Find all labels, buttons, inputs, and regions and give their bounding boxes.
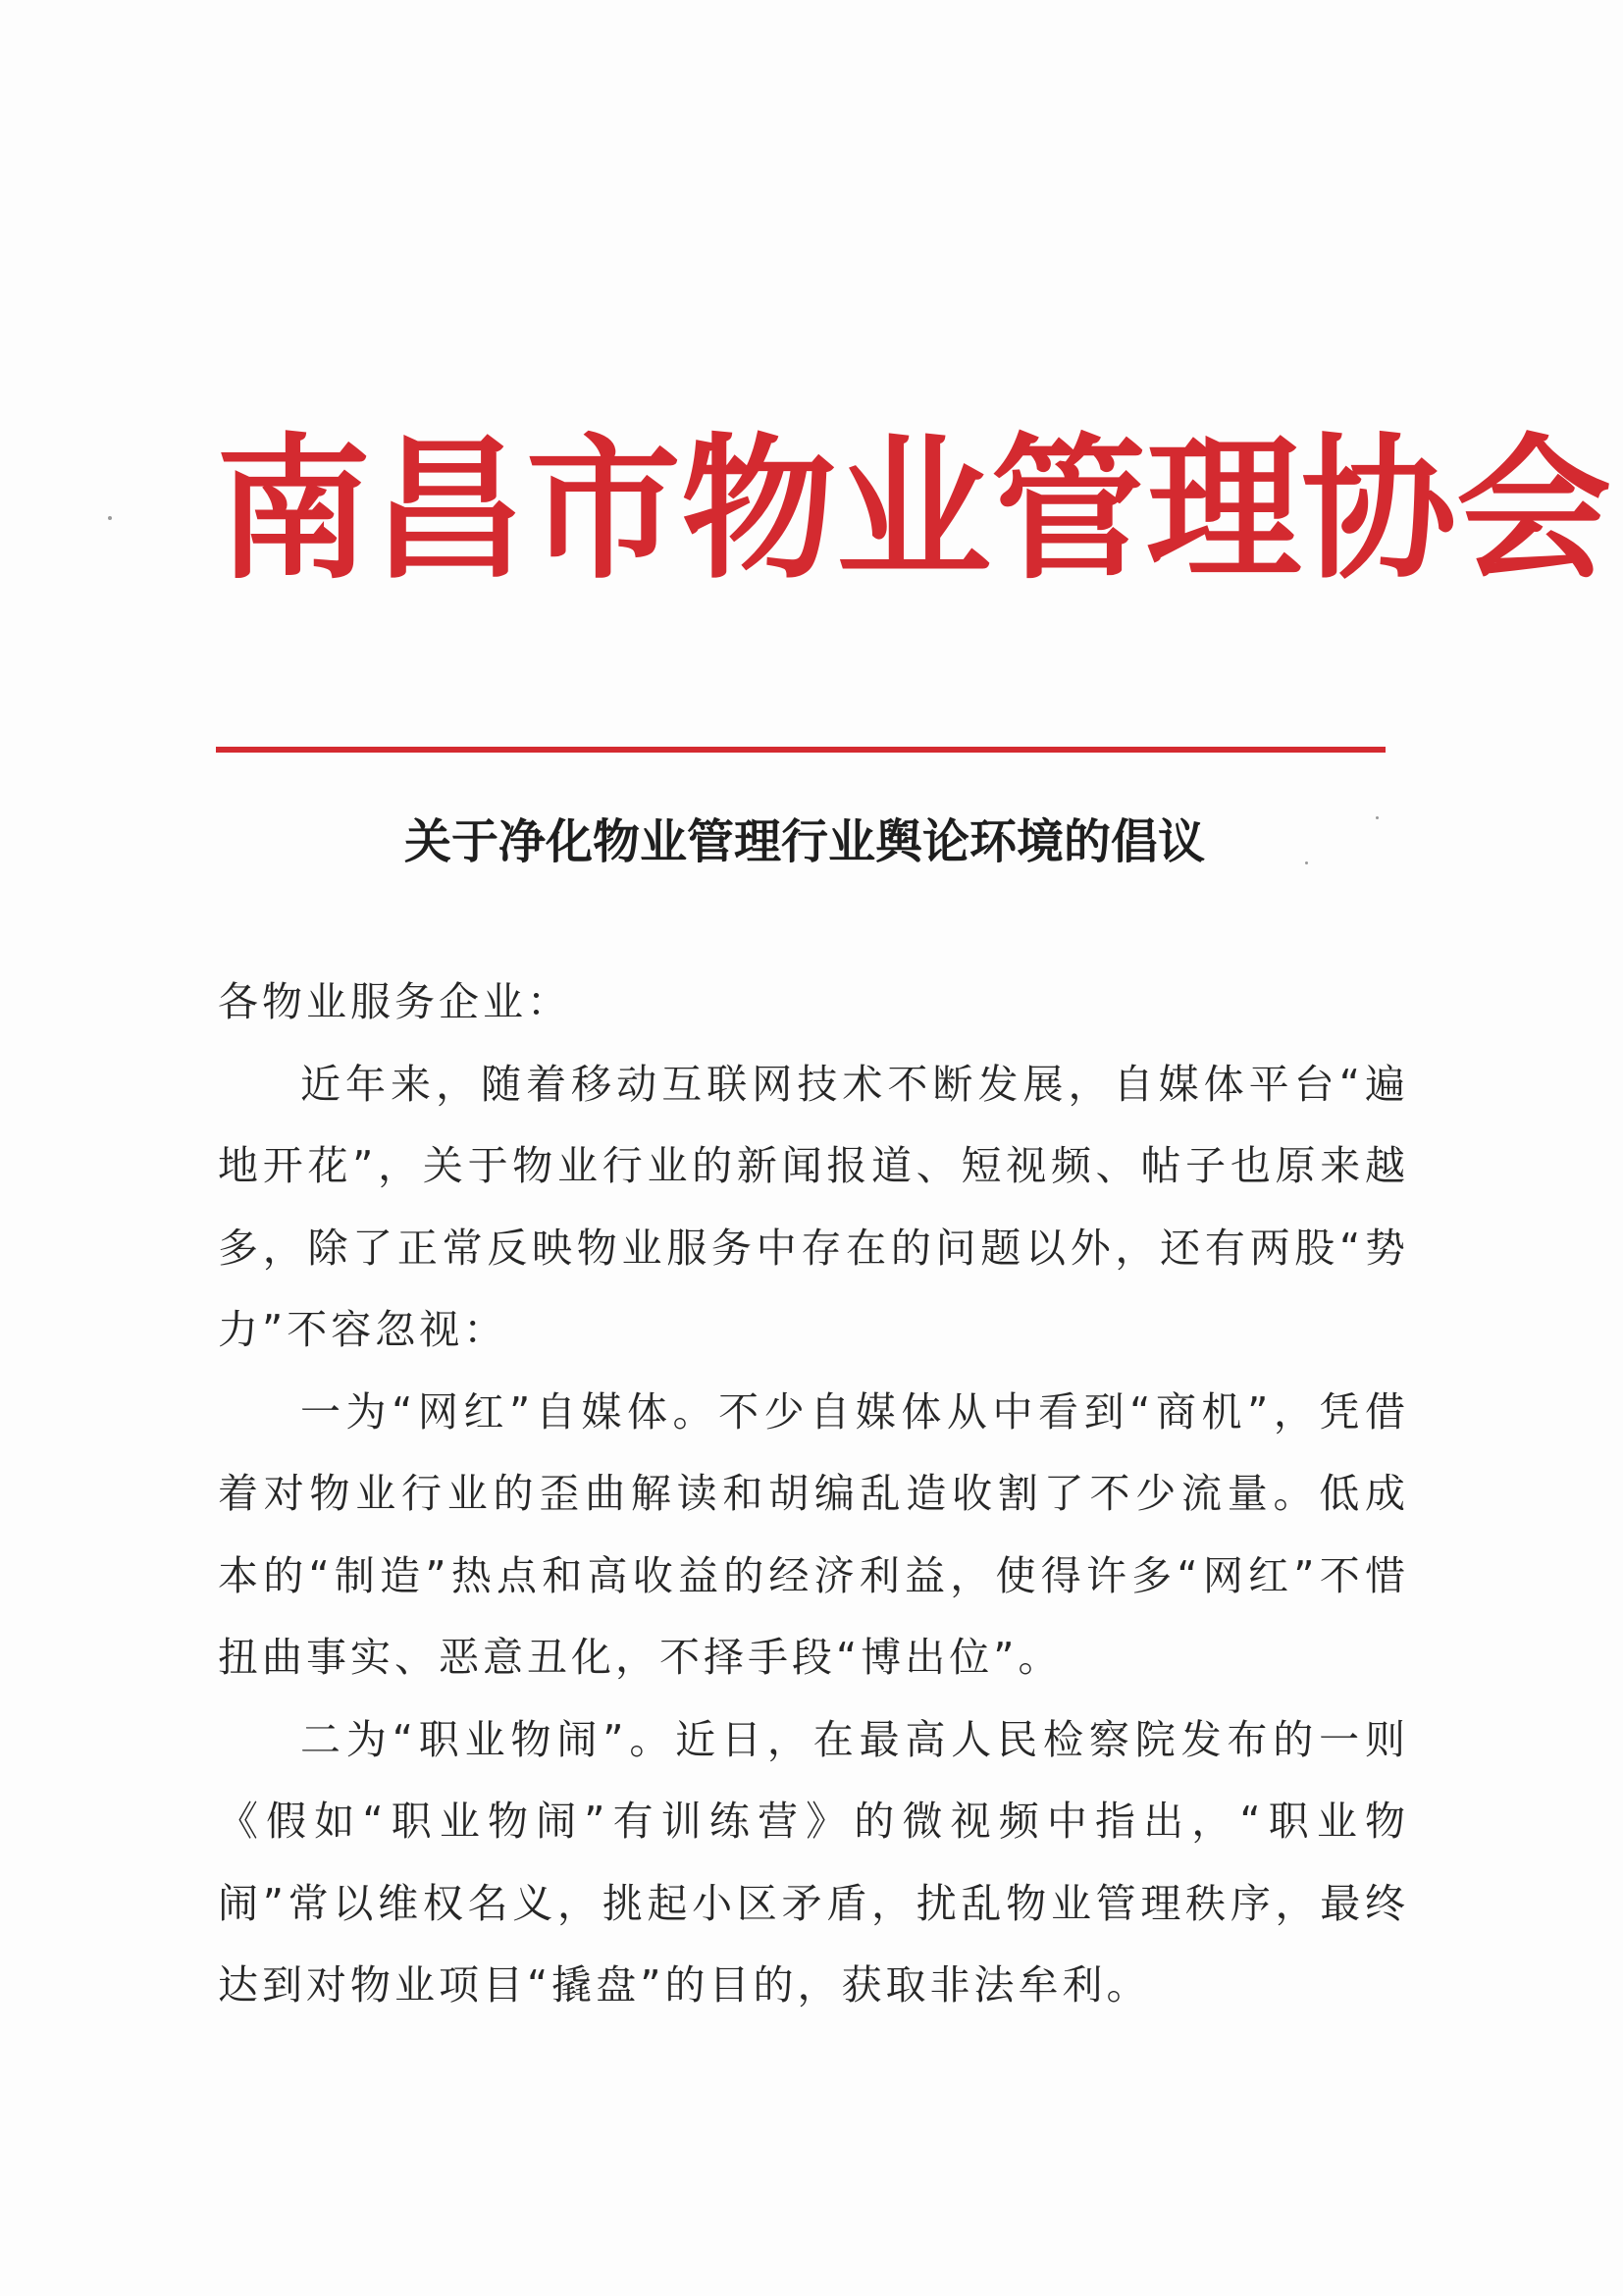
organization-masthead: 南昌市物业管理协会 [216, 420, 1611, 600]
document-body [218, 962, 1409, 2027]
paragraph: 二为“职业物闹”。近日，在最高人民检察院发布的一则《假如“职业物闹”有训练营》的微视频中指出，“职业物闹”常以维权名义，挑起小区矛盾，扰乱物业管理秩序，最终达到对物业项目“撬盘”的目的，获取非法牟利。 [218, 1715, 1409, 2009]
document-title: 关于净化物业管理行业舆论环境的倡议 [403, 814, 1205, 869]
red-divider [216, 747, 1386, 753]
paragraph: 一为“网红”自媒体。不少自媒体从中看到“商机”，凭借着对物业行业的歪曲解读和胡编乱造收割了不少流量。低成本的“制造”热点和高收益的经济利益，使得许多“网红”不惜扭曲事实、恶意丑化，不择手段“博出位”。 [218, 1387, 1409, 1681]
scan-speck [108, 516, 112, 520]
paragraph: 近年来，随着移动互联网技术不断发展，自媒体平台“遍地开花”，关于物业行业的新闻报道、短视频、帖子也原来越多，除了正常反映物业服务中存在的问题以外，还有两股“势力”不容忽视： [218, 1060, 1409, 1353]
salutation: 各物业服务企业： [218, 978, 571, 1025]
